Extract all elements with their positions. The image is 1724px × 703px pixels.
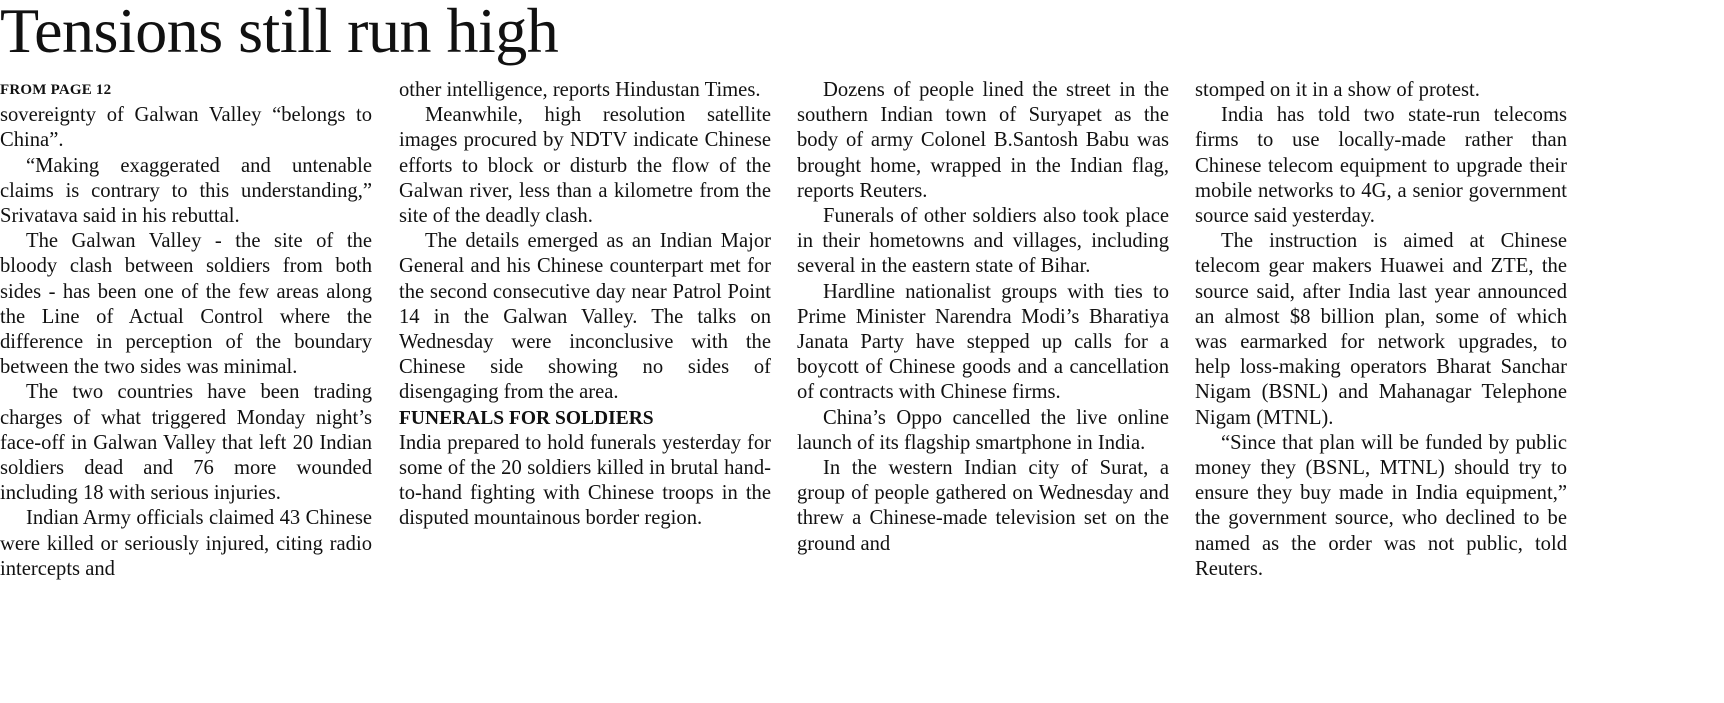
paragraph: In the western Indian city of Surat, a group of people gathered on Wednesday and threw a Chinese-made television set on the ground and: [797, 457, 1169, 555]
paragraph: other intelligence, reports Hindustan Times.: [399, 79, 761, 101]
paragraph: Dozens of people lined the street in the southern Indian town of Suryapet as the body of army Colonel B.Santosh Babu was brought home, wrapped in the Indian flag, reports Reuters.: [797, 79, 1169, 202]
jump-label: FROM PAGE 12: [0, 82, 112, 98]
paragraph: sovereignty of Galwan Valley “belongs to China”.: [0, 104, 372, 152]
paragraph: “Since that plan will be funded by public money they (BSNL, MTNL) should try to ensure they buy made in India equipment,” the government source, who declined to be named as the order was not public, told Reuters.: [1195, 431, 1567, 580]
headline: Tensions still run high: [0, 0, 559, 66]
paragraph: Meanwhile, high resolution satellite images procured by NDTV indicate Chinese efforts to block or disturb the flow of the Galwan river, less than a kilometre from the site of the deadly clash.: [399, 104, 771, 228]
article-column-4: [1195, 78, 1567, 582]
article-column-3: [797, 78, 1169, 557]
paragraph: India has told two state-run telecoms firms to use locally-made rather than Chinese telecom equipment to upgrade their mobile networks to 4G, a senior government source said yesterday.: [1195, 104, 1567, 228]
paragraph: The details emerged as an Indian Major General and his Chinese counterpart met for the second consecutive day near Patrol Point 14 in the Galwan Valley. The talks on Wednesday were inconclusive with the Chinese side showing no sides of disengaging from the area.: [399, 230, 771, 404]
subheading: FUNERALS FOR SOLDIERS: [399, 407, 654, 429]
paragraph: “Making exaggerated and untenable claims is contrary to this understanding,” Srivatava said in his rebuttal.: [0, 154, 372, 228]
paragraph: stomped on it in a show of protest.: [1195, 79, 1480, 101]
paragraph: China’s Oppo cancelled the live online launch of its flagship smartphone in India.: [797, 406, 1169, 454]
article-column-1: [0, 78, 372, 582]
article-column-2: [399, 78, 771, 532]
paragraph: Indian Army officials claimed 43 Chinese were killed or seriously injured, citing radio intercepts and: [0, 507, 372, 580]
paragraph: Hardline nationalist groups with ties to Prime Minister Narendra Modi’s Bharatiya Janata Party have stepped up calls for a boycott of Chinese goods and a cancellation of contracts with Chinese firms.: [797, 280, 1169, 404]
paragraph: The instruction is aimed at Chinese telecom gear makers Huawei and ZTE, the source said, after India last year announced an almost $8 billion plan, some of which was earmarked for network upgrades, to help loss-making operators Bharat Sanchar Nigam (BSNL) and Mahanagar Telephone Nigam (MTNL).: [1195, 230, 1567, 429]
paragraph: The two countries have been trading charges of what triggered Monday night’s face-off in Galwan Valley that left 20 Indian soldiers dead and 76 more wounded including 18 with serious injuries.: [0, 381, 372, 505]
paragraph: The Galwan Valley - the site of the bloody clash between soldiers from both sides - has been one of the few areas along the Line of Actual Control where the difference in perception of the boundary between the two sides was minimal.: [0, 230, 372, 379]
paragraph: Funerals of other soldiers also took place in their hometowns and villages, including several in the eastern state of Bihar.: [797, 205, 1169, 278]
paragraph: India prepared to hold funerals yesterday for some of the 20 soldiers killed in brutal hand-to-hand fighting with Chinese troops in the disputed mountainous border region.: [399, 431, 771, 530]
